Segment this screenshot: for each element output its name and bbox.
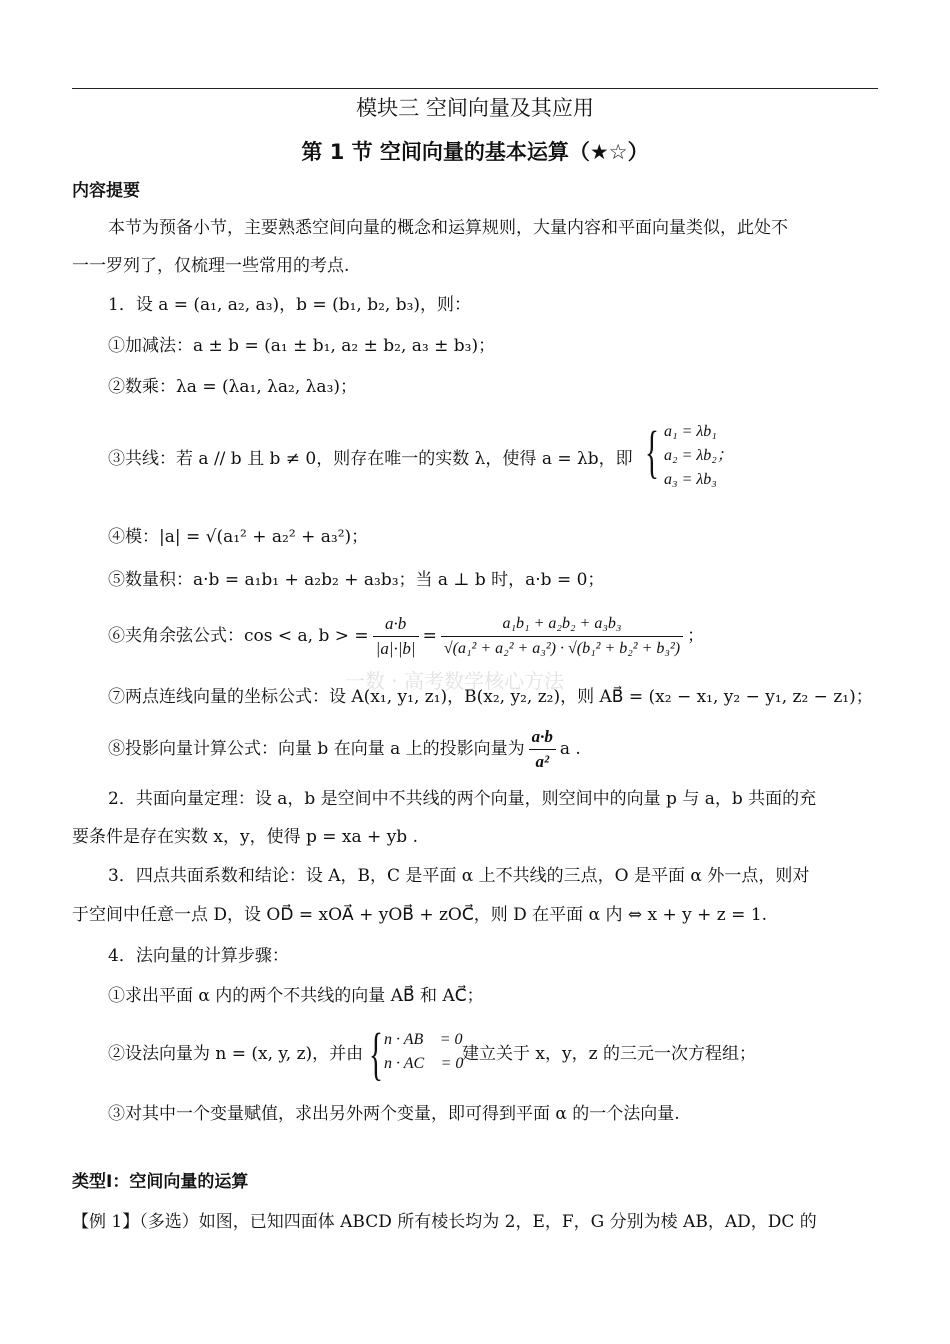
type-heading: 类型Ⅰ：空间向量的运算 — [72, 1172, 249, 1192]
item1-dot: ⑤数量积：a·b = a₁b₁ + a₂b₂ + a₃b₃；当 a ⊥ b 时，a·b = 0； — [108, 570, 605, 590]
item4-step1: ①求出平面 α 内的两个不共线的向量 AB⃗ 和 AC⃗； — [108, 986, 484, 1006]
intro-line-2: 一一罗列了，仅梳理一些常用的考点. — [72, 256, 350, 276]
cos-frac1-den: |a|·|b| — [375, 638, 416, 658]
normal-brace: { — [368, 1021, 383, 1086]
header-rule — [72, 88, 878, 89]
module-title: 模块三 空间向量及其应用 — [356, 96, 594, 120]
collinear-eq-3: a₃ = λb₃ — [664, 471, 717, 488]
item1-lead: 1．设 a = (a₁, a₂, a₃)，b = (b₁, b₂, b₃)，则： — [108, 295, 472, 315]
normal-eq-2: n · AC⃗ = 0 — [384, 1055, 464, 1072]
proj-den: a² — [535, 751, 550, 771]
equals-sign: = — [422, 626, 437, 646]
section-title: 第 1 节 空间向量的基本运算（★☆） — [301, 140, 649, 164]
item4-step2-post: 建立关于 x，y，z 的三元一次方程组； — [462, 1044, 756, 1064]
item3-line-1: 3．四点共面系数和结论：设 A，B，C 是平面 α 上不共线的三点，O 是平面 α 外一点，则对 — [108, 866, 810, 886]
cos-label: ⑥夹角余弦公式：cos < a, b > = — [108, 626, 369, 646]
item1-collinear: ③共线：若 a // b 且 b ≠ 0，则存在唯一的实数 λ，使得 a = λb，即 — [108, 449, 633, 469]
item4-lead: 4．法向量的计算步骤： — [108, 946, 289, 966]
item2-line-2: 要条件是存在实数 x，y，使得 p = xa + yb . — [72, 827, 419, 847]
cos-fraction-2 — [441, 612, 683, 661]
item1-scalar: ②数乘：λa = (λa₁, λa₂, λa₃)； — [108, 377, 358, 397]
item4-step3: ③对其中一个变量赋值，求出另外两个变量，即可得到平面 α 的一个法向量. — [108, 1104, 680, 1124]
proj-fraction — [529, 725, 556, 774]
proj-num: a·b — [529, 725, 556, 750]
normal-eq-1: n · AB⃗ = 0 — [384, 1031, 463, 1048]
collinear-system — [664, 420, 733, 492]
item3-line-2: 于空间中任意一点 D，设 OD⃗ = xOA⃗ + yOB⃗ + zOC⃗，则 D 在平面 α 内 ⇔ x + y + z = 1. — [72, 905, 768, 925]
summary-heading: 内容提要 — [72, 181, 140, 201]
collinear-brace: { — [644, 419, 659, 484]
item1-projection — [108, 724, 916, 774]
cos-frac2-den: √(a₁² + a₂² + a₃²) · √(b₁² + b₂² + b₃²) — [443, 639, 681, 657]
watermark: 一数 · 高考数学核心方法 — [345, 669, 565, 693]
item2-line-1: 2．共面向量定理：设 a，b 是空间中不共线的两个向量，则空间中的向量 p 与 a，b 共面的充 — [108, 789, 817, 809]
item1-twopoint: ⑦两点连线向量的坐标公式：设 A(x₁, y₁, z₁)，B(x₂, y₂, z₂)，则 AB⃗ = (x₂ − x₁, y₂ − y₁, z₂ − z₁)； — [108, 687, 873, 707]
collinear-eq-1: a₁ = λb₁ — [664, 423, 717, 440]
proj-end: a . — [559, 739, 581, 759]
item4-step2-pre: ②设法向量为 n = (x, y, z)，并由 — [108, 1044, 364, 1064]
example-1: 【例 1】（多选）如图，已知四面体 ABCD 所有棱长均为 2，E，F，G 分别为棱 AB，AD，DC 的 — [72, 1212, 817, 1232]
item1-cos — [108, 608, 916, 664]
item1-modulus: ④模：|a| = √(a₁² + a₂² + a₃²)； — [108, 527, 369, 547]
item1-add: ①加减法：a ± b = (a₁ ± b₁, a₂ ± b₂, a₃ ± b₃)； — [108, 336, 496, 356]
proj-label: ⑧投影向量计算公式：向量 b 在向量 a 上的投影向量为 — [108, 739, 525, 759]
intro-line-1: 本节为预备小节，主要熟悉空间向量的概念和运算规则，大量内容和平面向量类似，此处不 — [108, 218, 788, 238]
normal-system — [384, 1028, 463, 1076]
cos-end: ； — [687, 626, 705, 646]
cos-frac1-num: a·b — [373, 612, 419, 637]
collinear-eq-2: a₂ = λb₂； — [664, 447, 733, 464]
cos-fraction-1 — [373, 612, 419, 661]
cos-frac2-num: a₁b₁ + a₂b₂ + a₃b₃ — [441, 612, 683, 637]
